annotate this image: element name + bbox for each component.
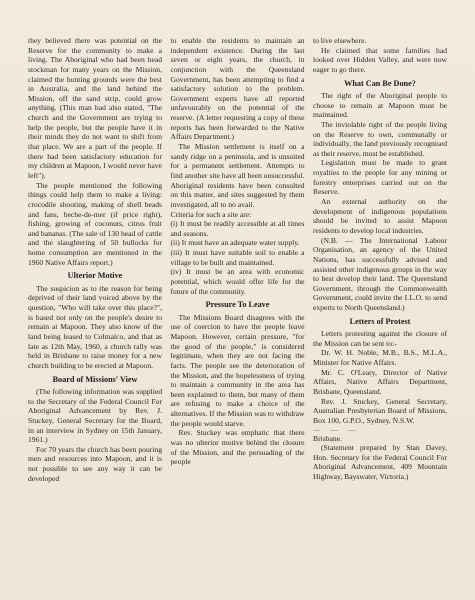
paragraph: to live elsewhere. — [313, 36, 367, 45]
heading-what-can-be-done: What Can Be Done? — [344, 78, 416, 88]
address-entry: Mr. C. O'Leary, Director of Native Affairs, Native Affairs Department, Brisbane, Queensland. — [313, 367, 447, 396]
paragraph: (The following information was supplied to the Secretary of the Federal Council For Aboriginal Advancement by Rev. J. Stuckey, General Secretary for the Board, in an interview in Sydney on 15th January, 1961.) — [28, 386, 162, 445]
criteria-item: (i) It must be readily accessible at all times and seasons. — [170, 219, 305, 238]
column-1 — [28, 36, 162, 483]
paragraph: For 70 years the church has been pouring men and resources into Mapoon, and it is not possible to see any way it can be developed — [28, 444, 162, 483]
paragraph: An external authority on the development of indigenous populations should be invited to assist Mapoon residents to develop local industries. — [313, 197, 447, 235]
paragraph: The right of the Aboriginal people to choose to remain at Mapoon must be maintained. — [313, 90, 447, 120]
address-entry: Dr. W. H. Noble, M.B., B.S., M.L.A., Minister for Native Affairs. — [313, 348, 447, 368]
column-3 — [313, 36, 447, 483]
paragraph: Rev. Stuckey was emphatic that there was no ulterior motive behind the closure of the Mission, and the persuading of the people — [170, 428, 305, 467]
paragraph: The Mission settlement is itself on a sandy ridge on a peninsula, and is unsuited for a permanent settlement. Attempts to find another site have all been unsuccessful. Aboriginal residents have been consulted on this matter, and sites suggested by them investigated, all to no avail. — [170, 142, 305, 209]
paragraph: Legislation must be made to grant royalties to the people for any mining or forestry enterprises carried out on the Reserve. — [313, 158, 447, 197]
separator: — — — — [313, 424, 360, 434]
three-column-layout — [28, 36, 447, 483]
paragraph: Letters protesting against the closure of the Mission can be sent to:- — [313, 329, 447, 348]
heading-pressure-to-leave: Pressure To Leave — [205, 300, 270, 310]
paragraph: The suspicion as to the reason for being deprived of their land voiced above by the question, "Who will take over this place?", is based not only on the people's desire to remain at Mapoon. They also know of the land being leased to Colmalco, and that as late as 12th May, 1960, a church rally was held in Brisbane to raise money for a new church building to be erected at Mapoon. — [28, 283, 162, 370]
paragraph: (N.B. — The International Labour Organisation, an agency of the United Nations, has successfully advised and assisted other indigenous groups in the way to best develop their land. The Queensland Government, through the Commonwealth Government, could invite the I.L.O. to send experts to North Queensland.) — [313, 235, 447, 313]
paragraph: to enable the residents to maintain an independent existence. During the last seven or eight years, the church, in conjunction with the Queensland Government, has been attempting to find a satisfactory solution to the problem. Government experts have all reported unfavourably on the potential of the reserve. (A letter requesting a copy of these reports has been forwarded to the Native Affairs Department.) — [170, 36, 305, 142]
paragraph: He claimed that some families had looked over Hidden Valley, and were now eager to go there. — [313, 45, 447, 74]
address-entry: Rev. J. Stuckey, General Secretary, Australian Presbyterian Board of Missions, Box 100, G.P.O., Sydney, N.S.W. — [313, 396, 447, 425]
criteria-item: (iv) It must be an area with economic potential, which would offer life for the future of the community. — [170, 267, 305, 296]
paragraph: they believed there was potential on the Reserve for the community to make a living. The Aboriginal who had been head stockman for many years on the Mission, claimed the hunting grounds were the best in Australia, and the land behind the Mission, off the sand strip, could grow anything. (This man had also stated, "The church and the Government are trying to help the people, but the people have it in their minds they do not want to shift from that place. We are a part of the people. If there had been satisfactory education for my children at Mapoon, I would never have left"). — [28, 36, 162, 180]
statement-credit: (Statement prepared by Stan Davey, Hon. Secretary for the Federal Council For Aboriginal Advancement, 409 Mountain Highway, Bayswater, Victoria.) — [313, 443, 447, 482]
heading-ulterior-motive: Ulterior Motive — [67, 271, 123, 281]
criteria-item: (iii) It must have suitable soil to enable a village to be built and maintained. — [170, 248, 305, 267]
paragraph: Brisbane. — [313, 433, 342, 443]
heading-letters-of-protest: Letters of Protest — [349, 316, 411, 326]
criteria-heading: Criteria for such a site are: — [170, 209, 252, 219]
paragraph: The people mentioned the following things could help them to make a living: crocodile shooting, making of shell beads and fans, beche-de-mer (if price right), fishing, growing of coconuts, citrus fruit and bananas. (The sale of 130 head of cattle and the slaughtering of 50 bullocks for home consumption are mentioned in the 1960 Native Affairs report.) — [28, 180, 162, 267]
column-2 — [171, 36, 305, 483]
criteria-item: (ii) It must have an adequate water supply. — [170, 238, 300, 248]
paragraph: The Missions Board disagrees with the use of coercion to have the people leave Mapoon. However, certain pressure, "for the good of the people," is considered legitimate, when they are not facing the facts. The people see the deterioration of the Mission, and the hopelessness of trying to maintain a community in the area has been explained to them, but many of them are refusing to make a choice of the alternatives. If the Mission was to withdraw the people would starve. — [170, 312, 305, 428]
paragraph: The inviolable right of the people living on the Reserve to own, communally or individually, the land previously recognised as their reserve, must be established. — [313, 119, 447, 158]
heading-board-of-missions-view: Board of Missions' View — [52, 374, 138, 384]
